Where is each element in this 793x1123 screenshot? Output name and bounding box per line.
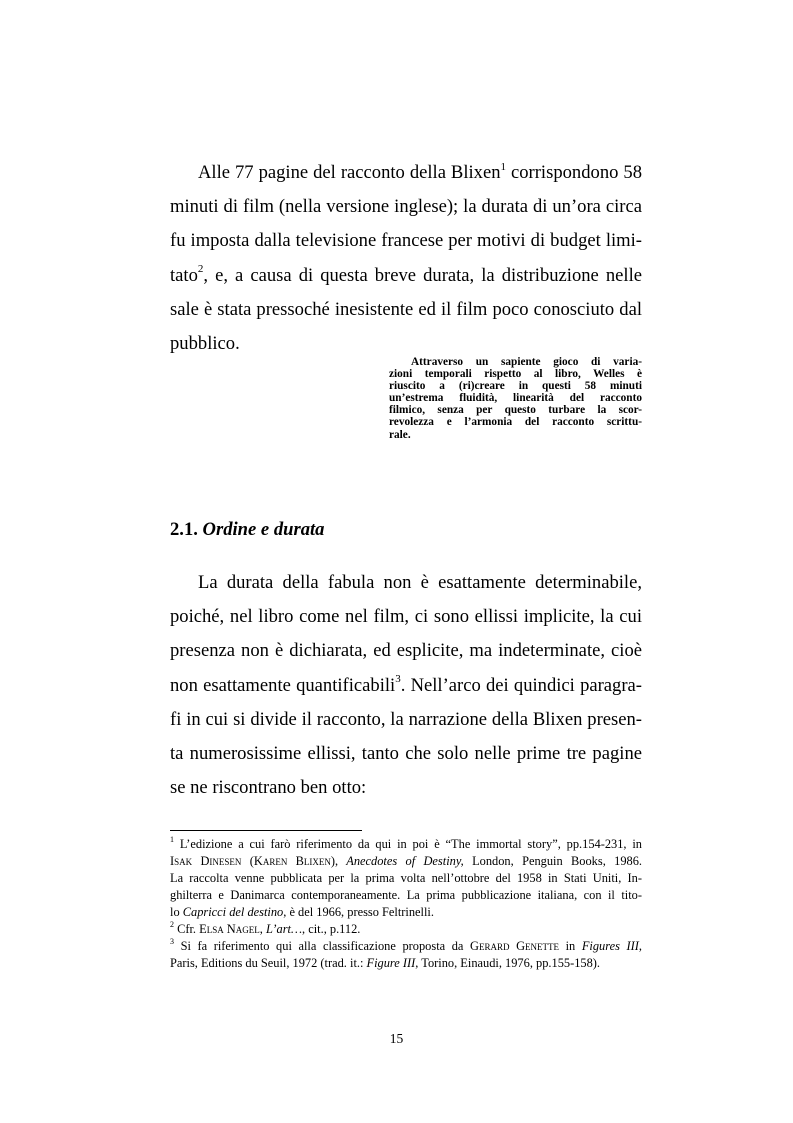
body-paragraph-2 <box>170 566 642 805</box>
footnote-1-line: La raccolta venne pubblicata per la prima volta nell’ottobre del 1958 in Stati Uniti, In- <box>170 871 642 885</box>
text-line: se ne riscontrano ben otto: <box>170 777 367 799</box>
margin-note <box>389 356 642 441</box>
footnote-separator <box>170 830 362 831</box>
text-line: La durata della fabula non è esattamente determinabile, <box>198 572 642 593</box>
footnote-3-line: Paris, Editions du Seuil, 1972 (trad. it.: Figure III, Torino, Einaudi, 1976, pp.155-158). <box>170 956 601 970</box>
text-line: ta numerosissime ellissi, tanto che solo nelle prime tre pagine <box>170 743 642 765</box>
footnote-ref-2[interactable]: 2 <box>197 263 204 276</box>
text-line: poiché, nel libro come nel film, ci sono ellissi implicite, la cui <box>170 606 642 628</box>
footnote-1-line: lo Capricci del destino, è del 1966, presso Feltrinelli. <box>170 905 434 919</box>
footnote-1-line: Isak Dinesen (Karen Blixen), Anecdotes of Destiny, London, Penguin Books, 1986. <box>170 854 643 868</box>
text-line: fi in cui si divide il racconto, la narrazione della Blixen presen- <box>170 708 642 730</box>
footnote-2: $^2$ Cfr. Elsa Nagel, L’art…, cit., p.112. <box>170 919 361 936</box>
footnote-ref-3[interactable]: 3 <box>395 673 401 686</box>
text-line: fu imposta dalla televisione francese per motivi di budget limi- <box>170 230 642 252</box>
text-line: presenza non è dichiarata, ed esplicite, ma indeterminate, cioè <box>170 640 642 662</box>
footnotes <box>170 836 642 972</box>
body-paragraph-1 <box>170 156 642 361</box>
margin-note-line: revolezza e l’armonia del racconto scrittu- <box>389 416 642 429</box>
margin-note-line: Attraverso un sapiente gioco di varia- <box>411 356 642 368</box>
section-heading <box>170 519 324 541</box>
text-line: sale è stata pressoché inesistente ed il film poco conosciuto dal <box>170 298 642 320</box>
section-title: Ordine e durata <box>202 519 325 540</box>
text-line: Alle 77 pagine del racconto della Blixen$^1$ corrispondono 58 <box>198 160 642 183</box>
margin-note-line: riuscito a (ri)creare in questi 58 minuti <box>389 380 642 393</box>
text-line: minuti di film (nella versione inglese); la durata di un’ora circa <box>170 196 642 218</box>
margin-note-line: filmico, senza per questo turbare la scor- <box>389 404 642 417</box>
text-line: non esattamente quantificabili$^3$. Nell’arco dei quindici paragra- <box>170 673 642 696</box>
margin-note-line: zioni temporali rispetto al libro, Welles è <box>389 368 642 381</box>
margin-note-line: rale. <box>389 428 411 441</box>
text-line: pubblico. <box>170 333 240 355</box>
section-number: 2.1. <box>170 519 198 540</box>
page-number: 15 <box>389 1031 404 1046</box>
footnote-1: $^1$ L’edizione a cui farò riferimento da qui in poi è “The immortal story”, pp.154-231, in <box>170 834 642 851</box>
text-line: tato$^2$, e, a causa di questa breve durata, la distribuzione nelle <box>170 263 642 286</box>
footnote-1-line: ghilterra e Danimarca contemporaneamente. La prima pubblicazione italiana, con il tito- <box>170 888 642 902</box>
margin-note-line: un’estrema fluidità, linearità del racconto <box>389 392 642 405</box>
footnote-ref-1[interactable]: 1 <box>500 160 507 173</box>
footnote-3: $^3$ Si fa riferimento qui alla classificazione proposta da Gerard Genette in Figures III, <box>170 936 643 953</box>
